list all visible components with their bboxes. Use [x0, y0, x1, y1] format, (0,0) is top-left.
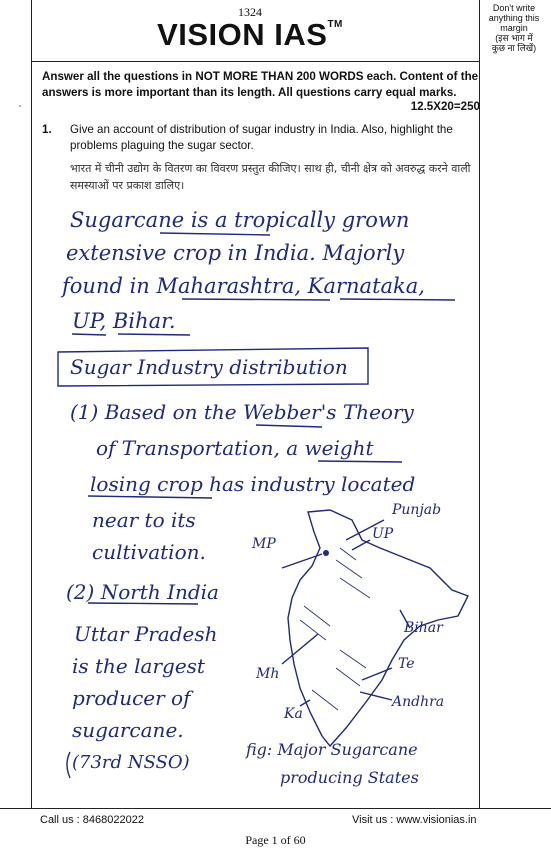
- question-number: 1.: [42, 123, 52, 136]
- map-hatch: [336, 668, 360, 686]
- margin-note-line: margin: [500, 23, 528, 33]
- brand-name: VISION IAS: [157, 17, 328, 52]
- map-label-mp: MP: [252, 536, 276, 552]
- map-label-up: UP: [372, 526, 394, 542]
- underline-tropically: [160, 233, 270, 235]
- point2-line: sugarcane.: [72, 718, 184, 742]
- arrow-andhra: [360, 692, 392, 700]
- answer-intro-line: found in Maharashtra, Karnataka,: [62, 274, 425, 298]
- map-label-bihar: Bihar: [404, 620, 443, 636]
- instructions: Answer all the questions in NOT MORE THAN 200 WORDS each. Content of the answers is more important than its length. All questions carry equal marks.: [42, 70, 479, 99]
- point1-line: losing crop has industry located: [90, 472, 416, 496]
- point1-line: near to its: [92, 508, 196, 532]
- point1-line: (1) Based on the Webber's Theory: [70, 400, 414, 424]
- map-hatch: [336, 560, 362, 578]
- marks-total: 12.5X20=250: [410, 100, 480, 113]
- underline-bihar: [118, 334, 190, 335]
- point2-line: (73rd NSSO): [72, 752, 190, 773]
- underline-webber: [256, 425, 322, 427]
- underline-losing-crop: [88, 496, 212, 498]
- point2-line: is the largest: [72, 654, 205, 678]
- answer-intro-line: UP, Bihar.: [72, 309, 176, 333]
- map-label-ka: Ka: [284, 706, 303, 722]
- point2-line: Uttar Pradesh: [74, 622, 218, 646]
- map-label-te: Te: [398, 656, 415, 672]
- point2-line: producer of: [72, 686, 191, 710]
- arrow-te: [362, 668, 392, 680]
- bracket-open: [67, 752, 70, 778]
- arrow-up: [352, 540, 370, 550]
- fig-caption-line: producing States: [280, 768, 419, 787]
- map-label-punjab: Punjab: [392, 502, 442, 518]
- map-hatch: [340, 578, 370, 598]
- page-code: 1324: [238, 5, 262, 19]
- underline-karnataka: [340, 299, 455, 300]
- point2-line: (2) North India: [66, 580, 219, 604]
- underline-up: [72, 334, 106, 335]
- map-label-mh: Mh: [256, 666, 280, 682]
- map-label-andhra: Andhra: [392, 694, 445, 710]
- page-number: Page 1 of 60: [245, 833, 306, 847]
- margin-note-line: Don't write: [492, 3, 536, 13]
- margin-note-line: (इस भाग में: [495, 33, 533, 43]
- arrow-mp: [282, 554, 322, 568]
- map-hatch: [300, 620, 326, 640]
- underline-maharashtra: [182, 299, 330, 300]
- point1-line: of Transportation, a weight: [96, 436, 374, 460]
- arrow-mh: [282, 634, 318, 664]
- footer-call: Call us : 8468022022: [40, 814, 144, 826]
- margin-note-line: anything this: [488, 13, 540, 23]
- map-hatch: [340, 650, 366, 668]
- map-hatch: [312, 690, 338, 710]
- answer-intro-line: Sugarcane is a tropically grown: [70, 208, 410, 232]
- fig-caption-line: fig: Major Sugarcane: [246, 740, 418, 759]
- footer-visit: Visit us : www.visionias.in: [352, 814, 477, 826]
- answer-heading: Sugar Industry distribution: [70, 355, 348, 379]
- trademark: TM: [327, 19, 343, 30]
- margin-note-line: कुछ ना लिखें): [491, 43, 537, 53]
- answer-intro-line: extensive crop in India. Majorly: [66, 241, 405, 265]
- question-hindi: भारत में चीनी उद्योग के वितरण का विवरण प्रस्तुत कीजिए। साथ ही, चीनी क्षेत्र को अवरुद्ध करने वाली समस्याओं पर प्रकाश डालिए।: [70, 162, 471, 192]
- underline-weight: [318, 461, 402, 462]
- map-hatch: [304, 606, 330, 626]
- point1-line: cultivation.: [92, 540, 206, 564]
- map-dot: [323, 550, 329, 556]
- question-english: Give an account of distribution of sugar industry in India. Also, highlight the problems plaguing the sugar sector.: [70, 123, 453, 152]
